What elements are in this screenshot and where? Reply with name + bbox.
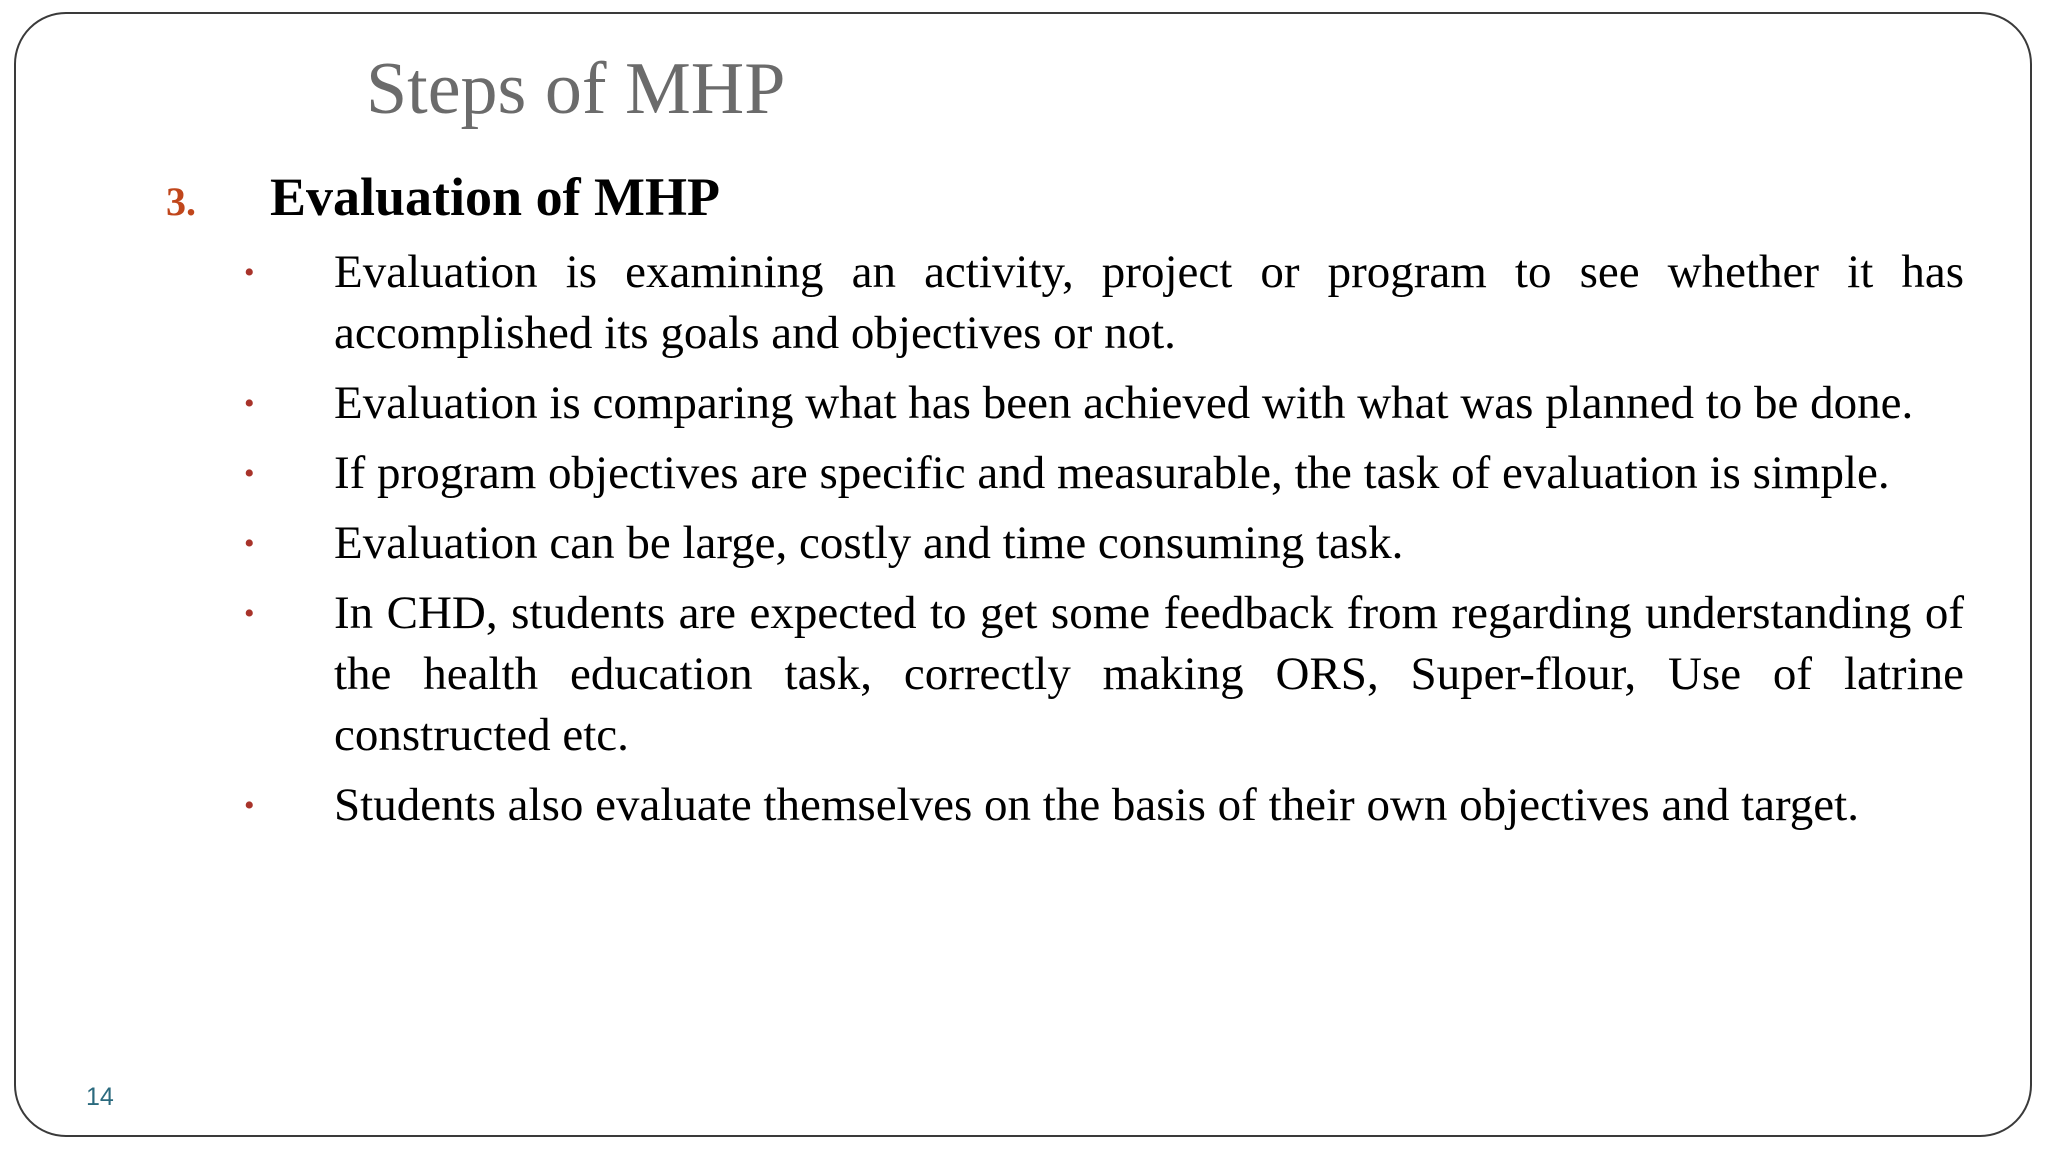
bullet-icon: • [244,387,255,420]
bullet-list [244,242,1964,845]
bullet-item [244,242,1964,364]
bullet-icon: • [244,256,255,289]
bullet-item [244,775,1964,836]
bullet-text: Evaluation can be large, costly and time consuming task. [334,517,1404,569]
bullet-icon: • [244,789,255,822]
section-heading: Evaluation of MHP [270,167,721,227]
bullet-item [244,583,1964,766]
bullet-text: If program objectives are specific and measurable, the task of evaluation is simple. [334,447,1890,499]
bullet-item [244,373,1964,434]
bullet-text: In CHD, students are expected to get some feedback from regarding understanding of the health education task, correctly making ORS, Super-flour, Use of latrine constructed etc. [334,587,1964,761]
bullet-item [244,513,1964,574]
bullet-icon: • [244,597,255,630]
bullet-text: Evaluation is comparing what has been achieved with what was planned to be done. [334,377,1914,429]
bullet-icon: • [244,457,255,490]
slide [14,12,2032,1137]
bullet-text: Evaluation is examining an activity, project or program to see whether it has accomplished its goals and objectives or not. [334,246,1964,359]
slide-title: Steps of MHP [366,48,786,130]
page-number: 14 [86,1083,114,1111]
bullet-item [244,443,1964,504]
section-number: 3. [166,179,196,224]
bullet-icon: • [244,527,255,560]
bullet-text: Students also evaluate themselves on the basis of their own objectives and target. [334,779,1859,831]
